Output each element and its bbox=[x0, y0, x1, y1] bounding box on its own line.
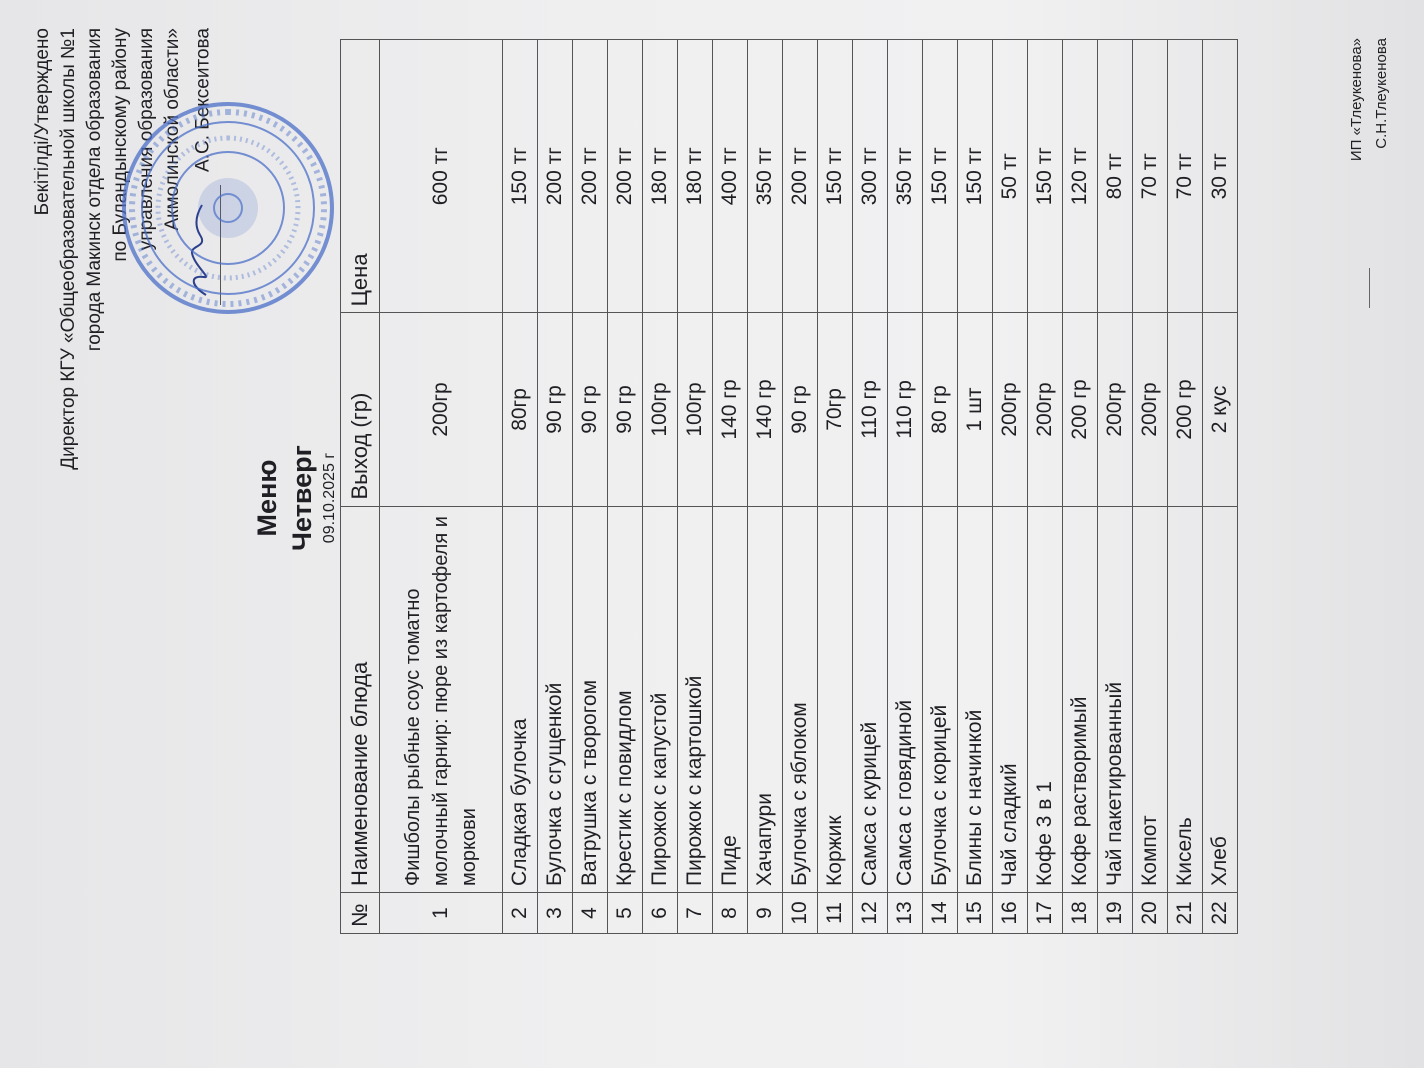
row-num: 3 bbox=[538, 892, 573, 933]
row-dish-name: Кофе растворимый bbox=[1063, 506, 1098, 892]
row-price: 150 тг bbox=[1028, 40, 1063, 313]
row-output: 70гр bbox=[818, 313, 853, 506]
table-row bbox=[958, 40, 993, 934]
table-row bbox=[1098, 40, 1133, 934]
row-num: 5 bbox=[608, 892, 643, 933]
table-row bbox=[923, 40, 958, 934]
row-price: 200 тг bbox=[538, 40, 573, 313]
approval-line-1: Бекітілді/Утверждено bbox=[32, 28, 53, 216]
table-row bbox=[503, 40, 538, 934]
row-output: 90 гр bbox=[783, 313, 818, 506]
header-num: № bbox=[341, 892, 380, 933]
footer-signer-line bbox=[1369, 38, 1394, 308]
row-price: 70 тг bbox=[1168, 40, 1203, 313]
table-row bbox=[993, 40, 1028, 934]
row-price: 600 тг bbox=[380, 40, 503, 313]
row-num: 11 bbox=[818, 892, 853, 933]
row-output: 110 гр bbox=[888, 313, 923, 506]
row-price: 350 тг bbox=[748, 40, 783, 313]
row-dish-name: Пирожок с капустой bbox=[643, 506, 678, 892]
row-num: 18 bbox=[1063, 892, 1098, 933]
table-row bbox=[1063, 40, 1098, 934]
header-dish-name: Наименование блюда bbox=[341, 506, 380, 892]
row-output: 90 гр bbox=[573, 313, 608, 506]
row-price: 300 тг bbox=[853, 40, 888, 313]
row-price: 150 тг bbox=[818, 40, 853, 313]
row-dish-name: Булочка с яблоком bbox=[783, 506, 818, 892]
approval-line-3: города Макинск отдела образования bbox=[84, 28, 105, 352]
row-output: 200 гр bbox=[1063, 313, 1098, 506]
director-name: А.С. Бексеитова bbox=[192, 28, 214, 172]
table-row bbox=[713, 40, 748, 934]
row-output: 200гр bbox=[1028, 313, 1063, 506]
menu-date: 09.10.2025 г bbox=[321, 452, 338, 544]
row-num: 12 bbox=[853, 892, 888, 933]
row-price: 150 тг bbox=[923, 40, 958, 313]
row-dish-name: Самса с курицей bbox=[853, 506, 888, 892]
row-num: 10 bbox=[783, 892, 818, 933]
header-output: Выход (гр) bbox=[341, 313, 380, 506]
table-row bbox=[678, 40, 713, 934]
row-price: 150 тг bbox=[958, 40, 993, 313]
row-num: 17 bbox=[1028, 892, 1063, 933]
row-num: 16 bbox=[993, 892, 1028, 933]
table-row bbox=[643, 40, 678, 934]
table-row bbox=[888, 40, 923, 934]
row-dish-name: Хлеб bbox=[1203, 506, 1238, 892]
row-output: 200гр bbox=[993, 313, 1028, 506]
row-output: 200гр bbox=[380, 313, 503, 506]
row-output: 100гр bbox=[643, 313, 678, 506]
row-price: 180 тг bbox=[678, 40, 713, 313]
menu-table bbox=[340, 39, 1238, 934]
row-dish-name: Чай сладкий bbox=[993, 506, 1028, 892]
row-dish-name: Компот bbox=[1133, 506, 1168, 892]
table-row bbox=[783, 40, 818, 934]
row-output: 100гр bbox=[678, 313, 713, 506]
row-num: 22 bbox=[1203, 892, 1238, 933]
row-num: 4 bbox=[573, 892, 608, 933]
approval-line-2: Директор КГУ «Общеобразовательной школы №1 bbox=[58, 28, 79, 470]
table-header-row bbox=[341, 40, 380, 934]
row-num: 15 bbox=[958, 892, 993, 933]
row-output: 200гр bbox=[1133, 313, 1168, 506]
row-output: 90 гр bbox=[608, 313, 643, 506]
row-price: 350 тг bbox=[888, 40, 923, 313]
row-dish-name: Хачапури bbox=[748, 506, 783, 892]
row-num: 19 bbox=[1098, 892, 1133, 933]
row-output: 140 гр bbox=[713, 313, 748, 506]
row-output: 140 гр bbox=[748, 313, 783, 506]
header-price: Цена bbox=[341, 40, 380, 313]
row-dish-name: Коржик bbox=[818, 506, 853, 892]
row-num: 6 bbox=[643, 892, 678, 933]
row-dish-name: Пиде bbox=[713, 506, 748, 892]
table-row bbox=[608, 40, 643, 934]
row-price: 400 тг bbox=[713, 40, 748, 313]
row-output: 1 шт bbox=[958, 313, 993, 506]
footer-company: ИП «Тлеукенова» bbox=[1348, 38, 1365, 162]
row-output: 90 гр bbox=[538, 313, 573, 506]
menu-title: Меню bbox=[252, 459, 282, 537]
row-dish-name: Кофе 3 в 1 bbox=[1028, 506, 1063, 892]
row-dish-name: Сладкая булочка bbox=[503, 506, 538, 892]
approval-line-4: по Буландынскому району bbox=[110, 28, 131, 262]
row-num: 9 bbox=[748, 892, 783, 933]
row-num: 13 bbox=[888, 892, 923, 933]
table-row bbox=[538, 40, 573, 934]
footer-signer: С.Н.Тлеукенова bbox=[1373, 38, 1390, 149]
row-num: 21 bbox=[1168, 892, 1203, 933]
row-price: 80 тг bbox=[1098, 40, 1133, 313]
row-num: 14 bbox=[923, 892, 958, 933]
row-num: 2 bbox=[503, 892, 538, 933]
row-output: 80гр bbox=[503, 313, 538, 506]
row-price: 200 тг bbox=[608, 40, 643, 313]
row-price: 30 тг bbox=[1203, 40, 1238, 313]
row-dish-name: Крестик с повидлом bbox=[608, 506, 643, 892]
row-dish-name: Чай пакетированный bbox=[1098, 506, 1133, 892]
row-output: 80 гр bbox=[923, 313, 958, 506]
title-block bbox=[250, 388, 340, 608]
table-row bbox=[1028, 40, 1063, 934]
row-price: 120 тг bbox=[1063, 40, 1098, 313]
table-row bbox=[853, 40, 888, 934]
row-price: 70 тг bbox=[1133, 40, 1168, 313]
row-dish-name: Пирожок с картошкой bbox=[678, 506, 713, 892]
table-row bbox=[573, 40, 608, 934]
row-dish-name: Самса с говядиной bbox=[888, 506, 923, 892]
row-output: 200гр bbox=[1098, 313, 1133, 506]
row-dish-name: Булочка с корицей bbox=[923, 506, 958, 892]
table-row bbox=[380, 40, 503, 934]
table-row bbox=[1203, 40, 1238, 934]
row-output: 200 гр bbox=[1168, 313, 1203, 506]
day-title: Четверг bbox=[287, 445, 317, 551]
row-price: 200 тг bbox=[783, 40, 818, 313]
row-price: 200 тг bbox=[573, 40, 608, 313]
row-dish-name: Ватрушка с творогом bbox=[573, 506, 608, 892]
seal-stamp-icon bbox=[118, 98, 338, 318]
row-num: 8 bbox=[713, 892, 748, 933]
row-dish-name: Блины с начинкой bbox=[958, 506, 993, 892]
row-output: 110 гр bbox=[853, 313, 888, 506]
row-output: 2 кус bbox=[1203, 313, 1238, 506]
row-price: 150 тг bbox=[503, 40, 538, 313]
approval-line-6: Акмолинской области» bbox=[162, 28, 183, 231]
table-row bbox=[818, 40, 853, 934]
table-row bbox=[748, 40, 783, 934]
row-price: 50 тг bbox=[993, 40, 1028, 313]
table-row bbox=[1133, 40, 1168, 934]
row-num: 1 bbox=[380, 892, 503, 933]
footer-signature bbox=[1345, 38, 1394, 308]
row-price: 180 тг bbox=[643, 40, 678, 313]
row-num: 7 bbox=[678, 892, 713, 933]
table-row bbox=[1168, 40, 1203, 934]
row-dish-name: Кисель bbox=[1168, 506, 1203, 892]
row-dish-name: Булочка с сгущенкой bbox=[538, 506, 573, 892]
row-dish-name: Фишболы рыбные соус томатно молочный гарнир: пюре из картофеля и моркови bbox=[380, 506, 503, 892]
approval-line-5: управления образования bbox=[136, 28, 157, 251]
row-num: 20 bbox=[1133, 892, 1168, 933]
